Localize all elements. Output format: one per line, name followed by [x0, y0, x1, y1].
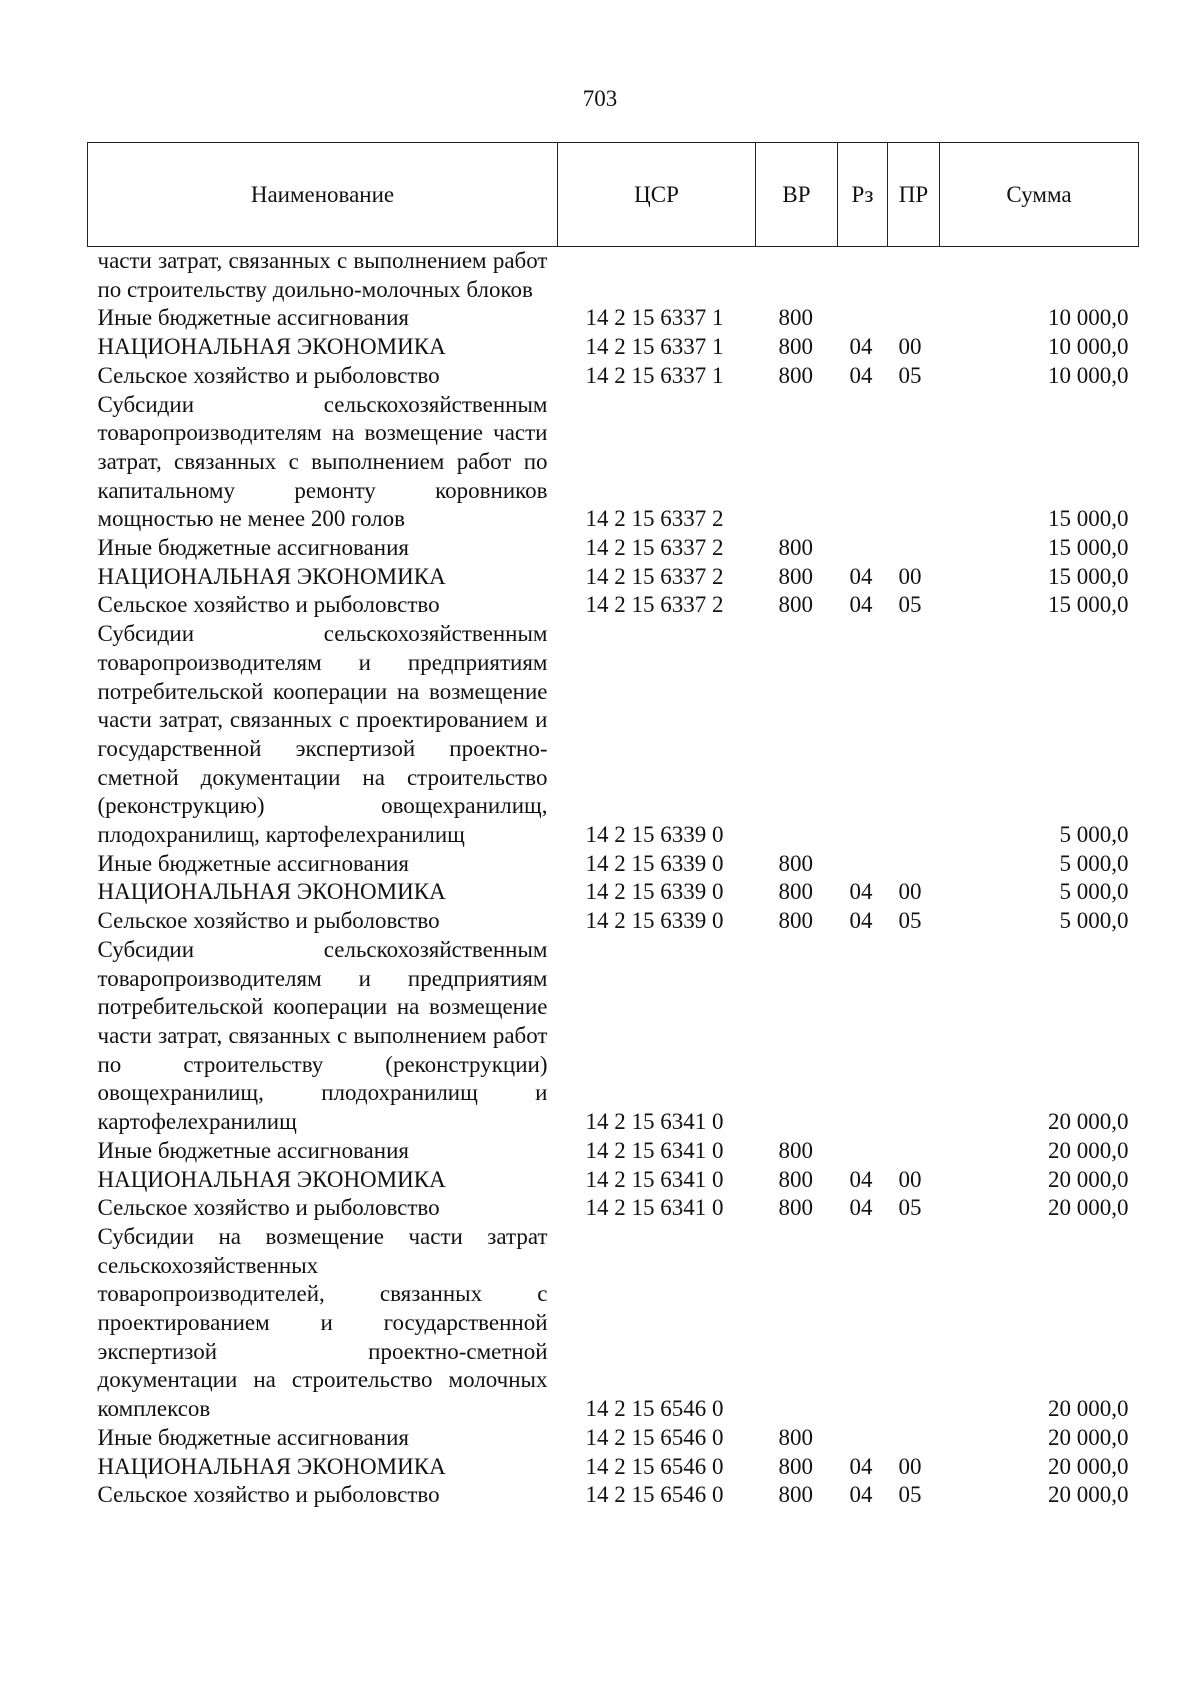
row-csr: 14 2 15 6337 2	[585, 506, 724, 532]
row-rz	[838, 391, 888, 535]
row-csr: 14 2 15 6341 0	[585, 1166, 724, 1192]
row-sum: 20 000,0	[1048, 1424, 1129, 1450]
row-pr	[888, 304, 940, 333]
row-csr: 14 2 15 6337 1	[585, 305, 724, 331]
row-vr: 800	[778, 1482, 813, 1508]
row-csr: 14 2 15 6341 0	[585, 1195, 724, 1221]
header-name: Наименование	[88, 143, 558, 247]
row-csr: 14 2 15 6546 0	[585, 1396, 724, 1422]
row-csr: 14 2 15 6337 1	[585, 362, 724, 388]
row-pr	[888, 620, 940, 850]
row-name: НАЦИОНАЛЬНАЯ ЭКОНОМИКА	[97, 1166, 446, 1192]
row-sum: 20 000,0	[1048, 1482, 1129, 1508]
row-csr: 14 2 15 6341 0	[585, 1137, 724, 1163]
row-name: части затрат, связанных с выполнением работ по строительству доильно-молочных блоков	[97, 248, 548, 302]
row-csr: 14 2 15 6337 2	[585, 535, 724, 561]
row-sum: 5 000,0	[1059, 822, 1129, 848]
row-sum: 10 000,0	[1048, 334, 1129, 360]
row-vr: 800	[778, 362, 813, 388]
row-pr: 05	[898, 592, 922, 618]
table-row	[88, 1453, 1139, 1482]
table-header	[88, 143, 1139, 247]
table-row	[88, 391, 1139, 535]
row-rz: 04	[849, 563, 873, 589]
row-sum: 20 000,0	[1048, 1195, 1129, 1221]
row-sum: 20 000,0	[1048, 1396, 1129, 1422]
row-csr	[558, 247, 756, 305]
row-vr: 800	[778, 1166, 813, 1192]
row-vr: 800	[778, 1195, 813, 1221]
row-pr: 05	[898, 1482, 922, 1508]
row-csr: 14 2 15 6339 0	[585, 879, 724, 905]
row-vr: 800	[778, 334, 813, 360]
row-name: Иные бюджетные ассигнования	[97, 1424, 409, 1450]
row-name: Сельское хозяйство и рыболовство	[97, 908, 440, 934]
row-pr: 00	[898, 879, 922, 905]
row-rz: 04	[849, 334, 873, 360]
row-name: Иные бюджетные ассигнования	[97, 1137, 409, 1163]
row-name: Иные бюджетные ассигнования	[97, 535, 409, 561]
table-row	[88, 304, 1139, 333]
row-sum: 20 000,0	[1048, 1166, 1129, 1192]
row-csr: 14 2 15 6337 1	[585, 334, 724, 360]
row-csr: 14 2 15 6337 2	[585, 592, 724, 618]
row-name: Субсидии сельскохозяйственным товаропроизводителям и предприятиям потребительской кооперации на возмещение части затрат, связанных с выполнением работ по строительству (реконструкции) овощехранилищ, плодохранилищ и картофелехранилищ	[97, 936, 548, 1135]
row-name: Иные бюджетные ассигнования	[97, 305, 409, 331]
table-row	[88, 907, 1139, 936]
row-rz: 04	[849, 362, 873, 388]
row-vr: 800	[778, 535, 813, 561]
table-row	[88, 1194, 1139, 1223]
header-vr: ВР	[756, 143, 838, 247]
row-vr: 800	[778, 1453, 813, 1479]
row-name: Субсидии сельскохозяйственным товаропроизводителям и предприятиям потребительской кооперации на возмещение части затрат, связанных с проектированием и государственной экспертизой проектно-сметной документации на строительство (реконструкцию) овощехранилищ, плодохранилищ, картофелехранилищ	[97, 621, 548, 848]
row-name: Сельское хозяйство и рыболовство	[97, 362, 440, 388]
row-rz: 04	[849, 1453, 873, 1479]
row-name: Субсидии сельскохозяйственным товаропроизводителям на возмещение части затрат, связанных с выполнением работ по капитальному ремонту коровников мощностью не менее 200 голов	[97, 391, 548, 532]
row-csr: 14 2 15 6337 2	[585, 563, 724, 589]
table-row	[88, 936, 1139, 1137]
row-name: Сельское хозяйство и рыболовство	[97, 1195, 440, 1221]
row-csr: 14 2 15 6339 0	[585, 822, 724, 848]
row-csr: 14 2 15 6546 0	[585, 1424, 724, 1450]
row-sum: 15 000,0	[1048, 535, 1129, 561]
row-rz	[838, 534, 888, 563]
row-name: НАЦИОНАЛЬНАЯ ЭКОНОМИКА	[97, 879, 446, 905]
table-row	[88, 878, 1139, 907]
table-row	[88, 591, 1139, 620]
row-pr	[888, 391, 940, 535]
table-row	[88, 247, 1139, 305]
row-pr	[888, 247, 940, 305]
table-row	[88, 1424, 1139, 1453]
row-sum: 5 000,0	[1059, 879, 1129, 905]
row-pr	[888, 1424, 940, 1453]
table-row	[88, 1223, 1139, 1424]
row-csr: 14 2 15 6546 0	[585, 1482, 724, 1508]
row-rz: 04	[849, 1195, 873, 1221]
row-vr: 800	[778, 1424, 813, 1450]
row-sum: 20 000,0	[1048, 1453, 1129, 1479]
table-row	[88, 1137, 1139, 1166]
row-sum: 15 000,0	[1048, 563, 1129, 589]
table-row	[88, 1481, 1139, 1510]
row-pr: 00	[898, 1166, 922, 1192]
row-sum: 20 000,0	[1048, 1137, 1129, 1163]
header-csr: ЦСР	[558, 143, 756, 247]
row-pr	[888, 850, 940, 879]
row-sum: 15 000,0	[1048, 506, 1129, 532]
row-rz: 04	[849, 592, 873, 618]
row-pr: 05	[898, 1195, 922, 1221]
table-row	[88, 362, 1139, 391]
row-name: НАЦИОНАЛЬНАЯ ЭКОНОМИКА	[97, 563, 446, 589]
row-pr	[888, 936, 940, 1137]
row-name: Субсидии на возмещение части затрат сельскохозяйственных товаропроизводителей, связанных с проектированием и государственной экспертизой проектно-сметной документации на строительство молочных комплексов	[97, 1223, 548, 1422]
row-rz	[838, 936, 888, 1137]
row-name: Иные бюджетные ассигнования	[97, 850, 409, 876]
row-rz: 04	[849, 1482, 873, 1508]
row-csr: 14 2 15 6341 0	[585, 1109, 724, 1135]
row-rz: 04	[849, 908, 873, 934]
row-name: НАЦИОНАЛЬНАЯ ЭКОНОМИКА	[97, 1453, 446, 1479]
budget-table	[87, 142, 1139, 1510]
header-rz: Рз	[838, 143, 888, 247]
row-vr: 800	[778, 592, 813, 618]
header-pr: ПР	[888, 143, 940, 247]
row-pr: 00	[898, 334, 922, 360]
row-sum	[940, 247, 1139, 305]
row-vr	[756, 391, 838, 535]
row-vr: 800	[778, 908, 813, 934]
table-row	[88, 1166, 1139, 1195]
row-rz: 04	[849, 1166, 873, 1192]
row-vr: 800	[778, 850, 813, 876]
table-row	[88, 563, 1139, 592]
row-pr: 05	[898, 362, 922, 388]
row-rz	[838, 1424, 888, 1453]
row-pr: 05	[898, 908, 922, 934]
row-rz	[838, 1137, 888, 1166]
row-csr: 14 2 15 6339 0	[585, 850, 724, 876]
row-sum: 15 000,0	[1048, 592, 1129, 618]
row-pr	[888, 1223, 940, 1424]
row-name: НАЦИОНАЛЬНАЯ ЭКОНОМИКА	[97, 334, 446, 360]
table-row	[88, 620, 1139, 850]
row-pr: 00	[898, 1453, 922, 1479]
row-csr: 14 2 15 6339 0	[585, 908, 724, 934]
row-vr	[756, 247, 838, 305]
row-vr	[756, 936, 838, 1137]
row-vr: 800	[778, 305, 813, 331]
row-rz: 04	[849, 879, 873, 905]
row-vr	[756, 1223, 838, 1424]
row-sum: 10 000,0	[1048, 305, 1129, 331]
table-body	[88, 247, 1139, 1510]
row-rz	[838, 304, 888, 333]
row-vr: 800	[778, 1137, 813, 1163]
table-row	[88, 534, 1139, 563]
row-name: Сельское хозяйство и рыболовство	[97, 592, 440, 618]
row-rz	[838, 620, 888, 850]
row-rz	[838, 1223, 888, 1424]
row-vr: 800	[778, 563, 813, 589]
row-rz	[838, 850, 888, 879]
table-row	[88, 850, 1139, 879]
row-csr: 14 2 15 6546 0	[585, 1453, 724, 1479]
row-name: Сельское хозяйство и рыболовство	[97, 1482, 440, 1508]
table-row	[88, 333, 1139, 362]
page-number: 703	[582, 86, 618, 111]
row-pr	[888, 534, 940, 563]
row-sum: 10 000,0	[1048, 362, 1129, 388]
row-rz	[838, 247, 888, 305]
row-vr: 800	[778, 879, 813, 905]
row-sum: 5 000,0	[1059, 908, 1129, 934]
row-pr: 00	[898, 563, 922, 589]
row-sum: 5 000,0	[1059, 850, 1129, 876]
row-pr	[888, 1137, 940, 1166]
row-vr	[756, 620, 838, 850]
header-sum: Сумма	[940, 143, 1139, 247]
row-sum: 20 000,0	[1048, 1109, 1129, 1135]
